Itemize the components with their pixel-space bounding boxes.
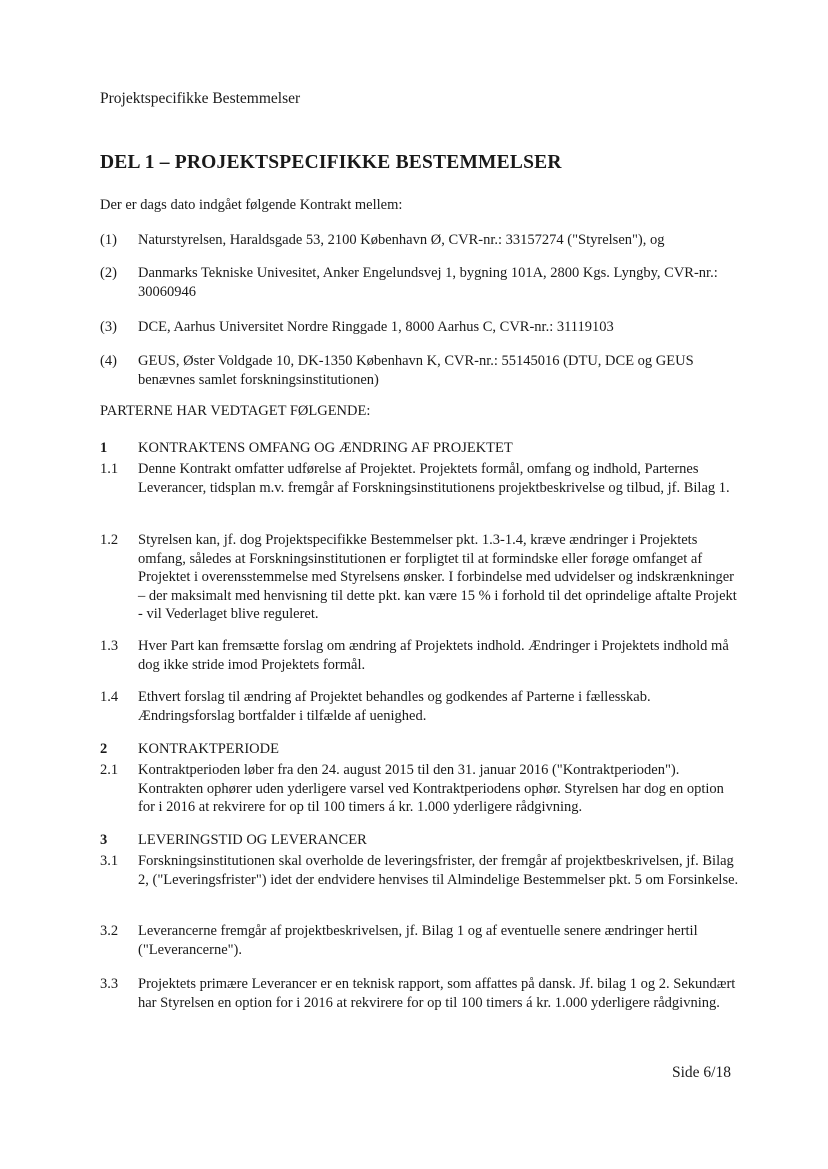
clause (100, 761, 740, 817)
agreement-heading: PARTERNE HAR VEDTAGET FØLGENDE: (100, 403, 371, 419)
clause-number: 2.1 (100, 762, 119, 778)
page-number: Side 6/18 (672, 1064, 731, 1081)
party-number: (2) (100, 265, 117, 281)
clause-text: Projektets primære Leverancer er en teknisk rapport, som affattes på dansk. Jf. bilag 1 og 2. Sekundært har Styrelsen en option for i 2016 at rekvirere for op til 100 timers á kr. 1.000 yderligere rådgivning. (138, 976, 736, 1011)
section-heading (100, 740, 740, 759)
section-number: 1 (100, 440, 108, 456)
clause (100, 531, 740, 624)
clause-number: 1.2 (100, 532, 119, 548)
party-number: (3) (100, 319, 117, 335)
party-text: DCE, Aarhus Universitet Nordre Ringgade 1, 8000 Aarhus C, CVR-nr.: 31119103 (138, 319, 614, 335)
party-text: Danmarks Tekniske Univesitet, Anker Engelundsvej 1, bygning 101A, 2800 Kgs. Lyngby, CVR-nr.: 30060946 (138, 265, 718, 300)
section-title: LEVERINGSTID OG LEVERANCER (138, 832, 367, 848)
clause (100, 975, 740, 1012)
clause-text: Styrelsen kan, jf. dog Projektspecifikke Bestemmelser pkt. 1.3-1.4, kræve ændringer i Projektets omfang, således at Forskningsinstitutionen er forpligtet til at formindske eller forøge omfanget af Projektet i overensstemmelse med Styrelsens ønsker. I forbindelse med udvidelser og indskrænkninger – der maksimalt med henvisning til dette pkt. kan være 15 % i forhold til det oprindelige aftalte Projekt - vil Vederlaget blive reguleret. (138, 532, 737, 622)
clause-text: Forskningsinstitutionen skal overholde de leveringsfrister, der fremgår af projektbeskrivelsen, jf. Bilag 2, ("Leveringsfrister") idet der endvidere henvises til Almindelige Bestemmelser pkt. 5 om Forsinkelse. (138, 853, 739, 888)
clause-number: 3.1 (100, 853, 119, 869)
party-item (100, 264, 740, 301)
clause-number: 3.3 (100, 976, 119, 992)
clause-number: 1.3 (100, 638, 119, 654)
intro-text: Der er dags dato indgået følgende Kontrakt mellem: (100, 197, 403, 213)
clause (100, 637, 740, 674)
party-text: GEUS, Øster Voldgade 10, DK-1350 København K, CVR-nr.: 55145016 (DTU, DCE og GEUS benævnes samlet forskningsinstitutionen) (138, 353, 694, 388)
party-item (100, 352, 740, 389)
party-text: Naturstyrelsen, Haraldsgade 53, 2100 København Ø, CVR-nr.: 33157274 ("Styrelsen"), og (138, 232, 665, 248)
page-title: DEL 1 – PROJEKTSPECIFIKKE BESTEMMELSER (100, 152, 562, 173)
clause-text: Leverancerne fremgår af projektbeskrivelsen, jf. Bilag 1 og af eventuelle senere ændringer hertil ("Leverancerne"). (138, 923, 698, 958)
section-title: KONTRAKTPERIODE (138, 741, 279, 757)
clause-text: Denne Kontrakt omfatter udførelse af Projektet. Projektets formål, omfang og indhold, Parternes Leverancer, tidsplan m.v. fremgår af Forskningsinstitutionens projektbeskrivelse og tilbud, jf. Bilag 1. (138, 461, 730, 496)
clause-number: 3.2 (100, 923, 119, 939)
section-number: 3 (100, 832, 108, 848)
party-number: (4) (100, 353, 117, 369)
party-item (100, 231, 740, 250)
section-title: KONTRAKTENS OMFANG OG ÆNDRING AF PROJEKTET (138, 440, 513, 456)
clause-number: 1.4 (100, 689, 119, 705)
running-header: Projektspecifikke Bestemmelser (100, 90, 301, 107)
clause (100, 922, 740, 959)
section-heading (100, 831, 740, 850)
clause-text: Kontraktperioden løber fra den 24. august 2015 til den 31. januar 2016 ("Kontraktperioden"). Kontrakten ophører uden yderligere varsel ved Kontraktperiodens ophør. Styrelsen har dog en option for i 2016 at rekvirere for op til 100 timers á kr. 1.000 yderligere rådgivning. (138, 762, 724, 815)
clause (100, 852, 740, 889)
clause (100, 460, 740, 497)
clause-text: Hver Part kan fremsætte forslag om ændring af Projektets indhold. Ændringer i Projektets indhold må dog ikke stride imod Projektets formål. (138, 638, 729, 673)
section-heading (100, 439, 740, 458)
section-number: 2 (100, 741, 108, 757)
clause (100, 688, 740, 725)
clause-text: Ethvert forslag til ændring af Projektet behandles og godkendes af Parterne i fællesskab. Ændringsforslag bortfalder i tilfælde af uenighed. (138, 689, 651, 724)
party-number: (1) (100, 232, 117, 248)
clause-number: 1.1 (100, 461, 119, 477)
party-item (100, 318, 740, 337)
